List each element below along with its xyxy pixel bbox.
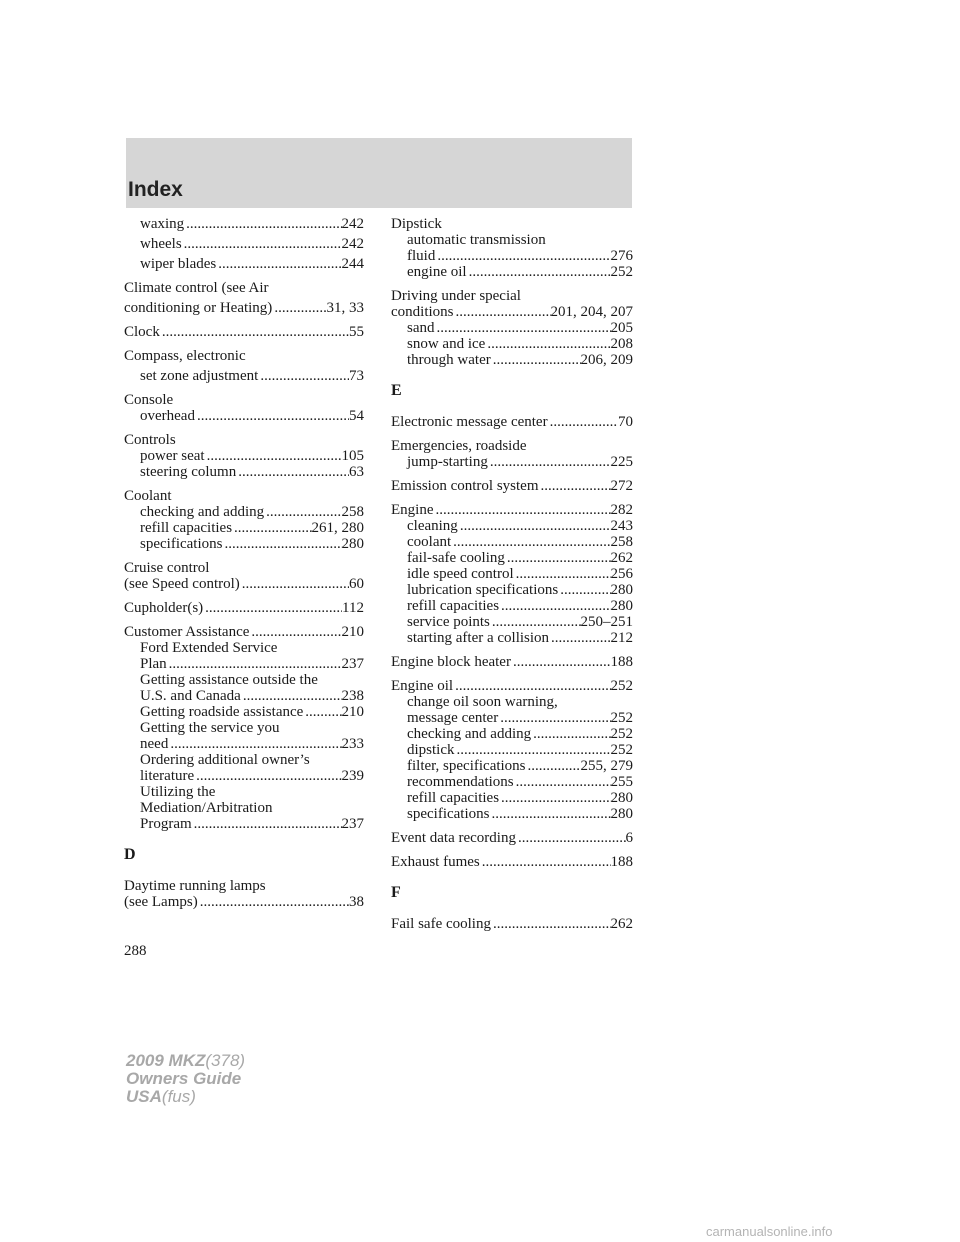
index-entry: set zone adjustment ..... 73	[124, 368, 364, 384]
index-entry: Fail safe cooling ..... 262	[391, 916, 633, 932]
index-entry: coolant ..... 258	[391, 534, 633, 550]
index-entry: Plan ..... 237	[124, 656, 364, 672]
index-page-ref: 244	[341, 256, 364, 272]
index-entry: specifications ..... 280	[124, 536, 364, 552]
index-entry: conditioning or Heating) ..... 31, 33	[124, 300, 364, 316]
dot-leader	[240, 576, 349, 592]
index-entry: overhead ..... 54	[124, 408, 364, 424]
index-page-ref: 272	[610, 478, 633, 494]
dot-leader	[516, 830, 626, 846]
index-section-letter: D	[124, 846, 136, 863]
index-page-ref: 256	[610, 566, 633, 582]
index-heading-text: Ordering additional owner’s	[140, 752, 310, 768]
index-entry: (see Lamps) ..... 38	[124, 894, 364, 910]
dot-leader	[236, 464, 349, 480]
index-heading	[391, 216, 633, 232]
dot-leader	[531, 726, 610, 742]
dot-leader	[505, 550, 611, 566]
index-heading	[124, 392, 364, 408]
dot-leader	[453, 678, 610, 694]
dot-leader	[539, 478, 611, 494]
dot-leader	[222, 536, 341, 552]
header-band	[126, 138, 632, 208]
dot-leader	[249, 624, 341, 640]
dot-leader	[549, 630, 610, 646]
index-entry: specifications ..... 280	[391, 806, 633, 822]
dot-leader	[485, 336, 610, 352]
dot-leader	[182, 236, 342, 252]
index-entry: Engine ..... 282	[391, 502, 633, 518]
dot-leader	[194, 768, 341, 784]
index-entry: Customer Assistance ..... 210	[124, 624, 364, 640]
index-page-ref: 55	[349, 324, 364, 340]
dot-leader	[434, 502, 611, 518]
dot-leader	[458, 518, 611, 534]
index-page-ref: 70	[618, 414, 633, 430]
index-entry: Getting roadside assistance ..... 210	[124, 704, 364, 720]
index-entry: checking and adding ..... 252	[391, 726, 633, 742]
index-heading-text: Utilizing the	[140, 784, 216, 800]
index-page-ref: 210	[341, 704, 364, 720]
dot-leader	[488, 454, 611, 470]
index-heading-text: Getting assistance outside the	[140, 672, 318, 688]
index-heading	[124, 878, 364, 894]
index-heading-text: Coolant	[124, 488, 172, 504]
index-heading	[124, 432, 364, 448]
dot-leader	[514, 566, 611, 582]
index-heading-text: Compass, electronic	[124, 348, 246, 364]
page-number: 288	[124, 943, 147, 959]
index-entry: refill capacities ..... 280	[391, 790, 633, 806]
index-entry: snow and ice ..... 208	[391, 336, 633, 352]
index-heading-text: Daytime running lamps	[124, 878, 266, 894]
index-page-ref: 243	[610, 518, 633, 534]
index-heading	[391, 694, 633, 710]
index-entry: starting after a collision ..... 212	[391, 630, 633, 646]
index-page-ref: 210	[341, 624, 364, 640]
dot-leader	[272, 300, 326, 316]
dot-leader	[499, 790, 610, 806]
index-entry: message center ..... 252	[391, 710, 633, 726]
index-page-ref: 233	[341, 736, 364, 752]
index-entry: U.S. and Canada ..... 238	[124, 688, 364, 704]
index-heading-text: Console	[124, 392, 174, 408]
index-entry: jump-starting ..... 225	[391, 454, 633, 470]
index-page-ref: 252	[610, 710, 633, 726]
index-page-ref: 105	[341, 448, 364, 464]
dot-leader	[454, 304, 551, 320]
index-page-ref: 280	[610, 582, 633, 598]
index-page-ref: 276	[610, 248, 633, 264]
index-heading-text: Ford Extended Service	[140, 640, 278, 656]
dot-leader	[303, 704, 341, 720]
index-heading	[124, 720, 364, 736]
index-entry: recommendations ..... 255	[391, 774, 633, 790]
dot-leader	[168, 736, 341, 752]
index-page-ref: 252	[610, 742, 633, 758]
dot-leader	[198, 894, 349, 910]
index-entry: Clock ..... 55	[124, 324, 364, 340]
footer-line-region: USA(fus)	[126, 1087, 196, 1106]
index-entry: wheels ..... 242	[124, 236, 364, 252]
index-heading	[124, 280, 364, 296]
index-entry: literature ..... 239	[124, 768, 364, 784]
index-page-ref: 6	[625, 830, 633, 846]
index-heading-text: Emergencies, roadside	[391, 438, 527, 454]
dot-leader	[499, 598, 610, 614]
dot-leader	[498, 710, 610, 726]
index-heading-text: Getting the service you	[140, 720, 280, 736]
index-entry: lubrication specifications ..... 280	[391, 582, 633, 598]
dot-leader	[241, 688, 342, 704]
index-page-ref: 252	[610, 264, 633, 280]
dot-leader	[480, 854, 611, 870]
index-page-ref: 252	[610, 726, 633, 742]
index-entry: checking and adding ..... 258	[124, 504, 364, 520]
index-heading	[124, 488, 364, 504]
dot-leader	[526, 758, 581, 774]
index-page-ref: 206, 209	[580, 352, 633, 368]
dot-leader	[491, 916, 611, 932]
index-page-ref: 237	[341, 656, 364, 672]
index-heading-text: Mediation/Arbitration	[140, 800, 273, 816]
index-entry: engine oil ..... 252	[391, 264, 633, 280]
dot-leader	[548, 414, 618, 430]
index-page-ref: 188	[610, 854, 633, 870]
index-entry: (see Speed control) ..... 60	[124, 576, 364, 592]
index-entry: refill capacities ..... 280	[391, 598, 633, 614]
index-entry: Engine oil ..... 252	[391, 678, 633, 694]
index-page-ref: 31, 33	[326, 300, 364, 316]
index-entry: refill capacities ..... 261, 280	[124, 520, 364, 536]
index-page-ref: 252	[610, 678, 633, 694]
index-heading	[124, 784, 364, 800]
index-page-ref: 250–251	[580, 614, 633, 630]
index-page-ref: 262	[610, 550, 633, 566]
index-heading	[124, 672, 364, 688]
index-page-ref: 63	[349, 464, 364, 480]
index-heading	[391, 438, 633, 454]
index-entry: Program ..... 237	[124, 816, 364, 832]
index-entry: Event data recording ..... 6	[391, 830, 633, 846]
index-entry: idle speed control ..... 256	[391, 566, 633, 582]
index-heading-text: Cruise control	[124, 560, 210, 576]
index-heading-text: Dipstick	[391, 216, 442, 232]
index-page-ref: 262	[610, 916, 633, 932]
dot-leader	[490, 614, 581, 630]
dot-leader	[232, 520, 311, 536]
dot-leader	[467, 264, 611, 280]
index-page-ref: 258	[341, 504, 364, 520]
index-heading	[124, 348, 364, 364]
dot-leader	[192, 816, 342, 832]
dot-leader	[216, 256, 341, 272]
index-entry: conditions ..... 201, 204, 207	[391, 304, 633, 320]
index-page-ref: 201, 204, 207	[550, 304, 633, 320]
index-page-ref: 282	[610, 502, 633, 518]
index-page-ref: 261, 280	[311, 520, 364, 536]
index-section-letter: F	[391, 884, 401, 901]
index-page-ref: 280	[610, 598, 633, 614]
index-entry: wiper blades ..... 244	[124, 256, 364, 272]
index-heading	[124, 752, 364, 768]
index-heading-text: automatic transmission	[407, 232, 546, 248]
dot-leader	[455, 742, 611, 758]
index-heading-text: Controls	[124, 432, 176, 448]
index-page-ref: 54	[349, 408, 364, 424]
index-entry: steering column ..... 63	[124, 464, 364, 480]
index-page-ref: 73	[349, 368, 364, 384]
dot-leader	[264, 504, 341, 520]
index-page-ref: 280	[610, 790, 633, 806]
dot-leader	[435, 320, 611, 336]
dot-leader	[195, 408, 349, 424]
index-entry: Cupholder(s) ..... 112	[124, 600, 364, 616]
dot-leader	[258, 368, 349, 384]
index-column-right	[391, 216, 633, 932]
index-heading	[124, 640, 364, 656]
index-heading-text: Climate control (see Air	[124, 280, 269, 296]
index-page-ref: 208	[610, 336, 633, 352]
index-entry: Exhaust fumes ..... 188	[391, 854, 633, 870]
dot-leader	[435, 248, 610, 264]
index-page-ref: 237	[341, 816, 364, 832]
index-heading	[124, 800, 364, 816]
index-entry: cleaning ..... 243	[391, 518, 633, 534]
index-page-ref: 255, 279	[580, 758, 633, 774]
index-page-ref: 239	[341, 768, 364, 784]
index-entry: need ..... 233	[124, 736, 364, 752]
index-heading	[124, 560, 364, 576]
index-page-ref: 212	[610, 630, 633, 646]
dot-leader	[489, 806, 610, 822]
dot-leader	[205, 448, 342, 464]
footer-doc-info	[126, 1052, 245, 1106]
index-page-ref: 60	[349, 576, 364, 592]
index-entry: Emission control system ..... 272	[391, 478, 633, 494]
page-title: Index	[128, 178, 183, 201]
footer-line-model: 2009 MKZ(378)	[126, 1051, 246, 1070]
index-page-ref: 280	[341, 536, 364, 552]
dot-leader	[451, 534, 610, 550]
dot-leader	[558, 582, 610, 598]
index-page-ref: 242	[341, 236, 364, 252]
dot-leader	[160, 324, 349, 340]
dot-leader	[167, 656, 342, 672]
index-entry: Engine block heater ..... 188	[391, 654, 633, 670]
index-column-left	[124, 216, 364, 910]
index-entry: fail-safe cooling ..... 262	[391, 550, 633, 566]
index-entry: power seat ..... 105	[124, 448, 364, 464]
index-page-ref: 238	[341, 688, 364, 704]
index-entry: fluid ..... 276	[391, 248, 633, 264]
index-heading-text: change oil soon warning,	[407, 694, 558, 710]
index-page-ref: 255	[610, 774, 633, 790]
footer-line-guide: Owners Guide	[126, 1069, 242, 1088]
index-entry: filter, specifications ..... 255, 279	[391, 758, 633, 774]
watermark: carmanualsonline.info	[706, 1224, 833, 1239]
index-page-ref: 205	[610, 320, 633, 336]
index-page-ref: 112	[342, 600, 364, 616]
index-section-letter: E	[391, 382, 402, 399]
index-heading	[391, 232, 633, 248]
index-page-ref: 242	[341, 216, 364, 232]
index-page-ref: 188	[610, 654, 633, 670]
index-entry: service points ..... 250–251	[391, 614, 633, 630]
dot-leader	[514, 774, 611, 790]
index-entry: sand ..... 205	[391, 320, 633, 336]
index-entry: dipstick ..... 252	[391, 742, 633, 758]
index-page-ref: 258	[610, 534, 633, 550]
index-entry: waxing ..... 242	[124, 216, 364, 232]
dot-leader	[511, 654, 611, 670]
index-page-ref: 225	[610, 454, 633, 470]
dot-leader	[184, 216, 341, 232]
dot-leader	[203, 600, 342, 616]
index-heading-text: Driving under special	[391, 288, 521, 304]
index-entry: Electronic message center ..... 70	[391, 414, 633, 430]
index-page-ref: 280	[610, 806, 633, 822]
dot-leader	[491, 352, 581, 368]
index-heading	[391, 288, 633, 304]
index-page-ref: 38	[349, 894, 364, 910]
index-entry: through water ..... 206, 209	[391, 352, 633, 368]
